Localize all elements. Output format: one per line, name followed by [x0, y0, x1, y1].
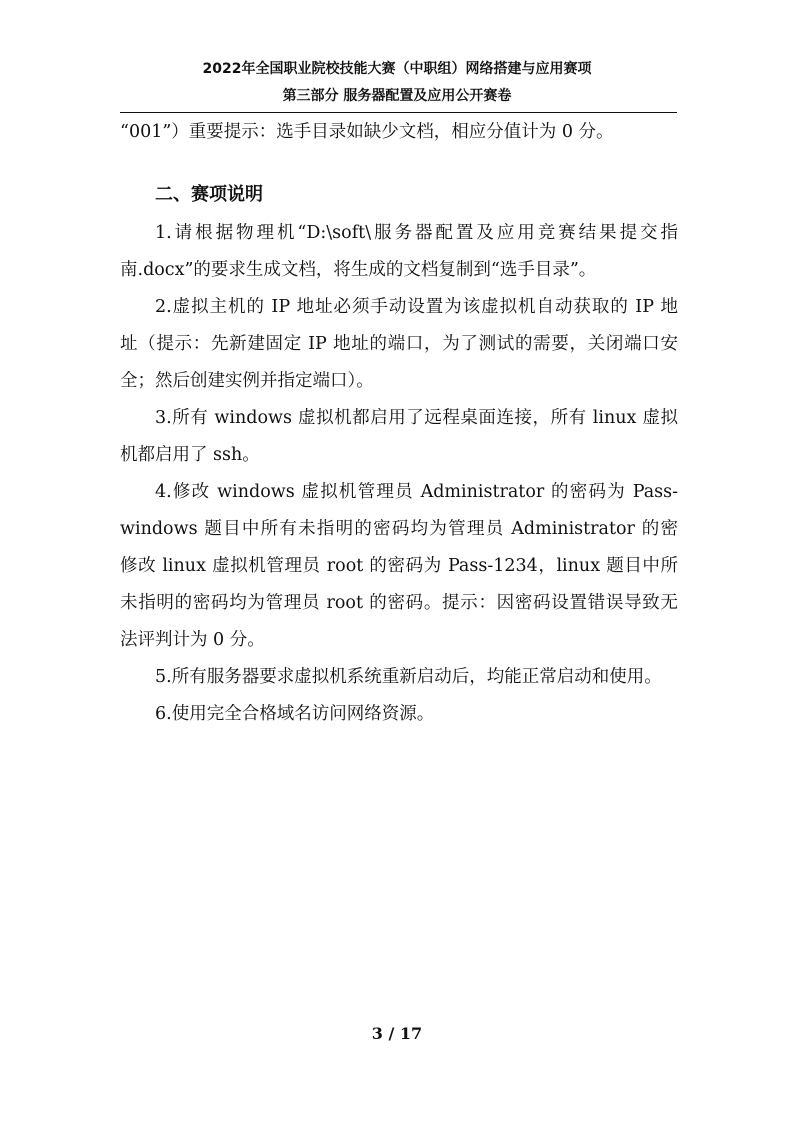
list-item: [120, 215, 678, 289]
paragraph-line: 6.使用完全合格域名访问网络资源。: [155, 704, 435, 724]
paragraph-line: 南.docx”的要求生成文档，将生成的文档复制到“选手目录”。: [120, 260, 597, 280]
paragraph-line: 5.所有服务器要求虚拟机系统重新启动后，均能正常启动和使用。: [155, 667, 662, 687]
page-number: 3 / 17: [371, 1024, 423, 1043]
paragraph-line: 1.请根据物理机“D:\soft\服务器配置及应用竞赛结果提交指: [155, 223, 678, 243]
paragraph-line: 机都启用了 ssh。: [120, 445, 260, 465]
paragraph-line: 法评判计为 0 分。: [120, 630, 265, 650]
paragraph-line: 全；然后创建实例并指定端口）。: [120, 371, 374, 391]
list-item: [120, 474, 678, 659]
header-subtitle: 第三部分 服务器配置及应用公开赛卷: [282, 88, 512, 104]
page-header: [120, 56, 674, 110]
paragraph-line: windows 题目中所有未指明的密码均为管理员 Administrator 的密: [120, 519, 678, 539]
document-body: [120, 114, 678, 733]
list-item: [120, 289, 678, 400]
list-item: [120, 659, 678, 696]
section-heading: 二、赛项说明: [155, 184, 263, 205]
paragraph-line: 3.所有 windows 虚拟机都启用了远程桌面连接，所有 linux 虚拟: [155, 408, 678, 428]
paragraph-line: 址（提示：先新建固定 IP 地址的端口，为了测试的需要，关闭端口安: [120, 334, 678, 354]
paragraph-line: 修改 linux 虚拟机管理员 root 的密码为 Pass-1234，linux 题目中所: [120, 556, 678, 576]
list-item: [120, 400, 678, 474]
list-item: [120, 696, 678, 733]
paragraph-line: 未指明的密码均为管理员 root 的密码。提示：因密码设置错误导致无: [120, 593, 678, 613]
continuation-line: “001”）重要提示：选手目录如缺少文档，相应分值计为 0 分。: [120, 122, 614, 142]
paragraph-line: 2.虚拟主机的 IP 地址必须手动设置为该虚拟机自动获取的 IP 地: [155, 297, 678, 317]
paragraph-line: 4.修改 windows 虚拟机管理员 Administrator 的密码为 Pass-: [155, 482, 678, 502]
header-divider: [120, 112, 677, 113]
header-title: 2022年全国职业院校技能大赛（中职组）网络搭建与应用赛项: [202, 61, 592, 77]
